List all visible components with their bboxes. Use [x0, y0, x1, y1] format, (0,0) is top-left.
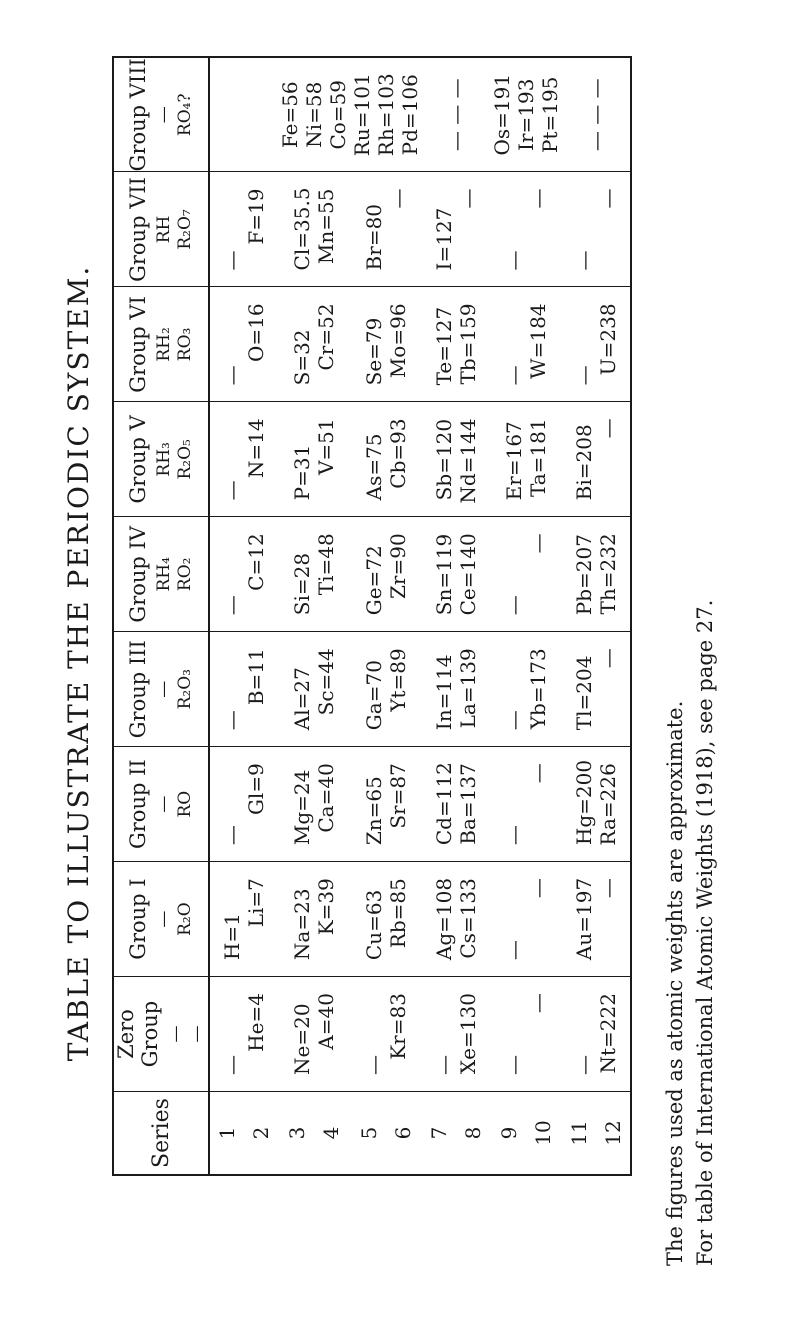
element-cell	[209, 402, 278, 517]
element-cell	[209, 172, 278, 287]
group-viii-cell	[422, 57, 490, 172]
element-cell	[209, 747, 278, 862]
element-odd-series: Kr=83	[386, 993, 410, 1060]
element-odd-series: Gl=9	[244, 763, 268, 816]
series-index: 8	[461, 1126, 485, 1140]
group-formula-hydride: RH₃	[154, 442, 174, 477]
group-name: Group IV	[126, 526, 150, 623]
element-cell	[209, 517, 278, 632]
element-odd-series: Fe=56 Ni=58 Co=59	[278, 79, 350, 150]
group-name: Zero Group	[114, 1000, 162, 1068]
element-cell	[278, 862, 350, 977]
element-even-series: As=75	[362, 433, 386, 501]
element-even-series: Ga=70	[362, 660, 386, 731]
group-formula-hydride: —	[154, 680, 174, 698]
element-even-series: Al=27	[290, 667, 314, 731]
element-odd-series: Nd=144	[456, 418, 480, 504]
series-number	[422, 1092, 490, 1176]
element-cell	[350, 402, 422, 517]
element-odd-series: He=4	[244, 993, 268, 1052]
element-cell	[562, 402, 631, 517]
series-index: 11	[567, 1120, 591, 1146]
element-even-series: —	[572, 1055, 596, 1075]
element-even-series: —	[220, 250, 244, 271]
footnote-approximate: The figures used as atomic weights are approximate.	[663, 700, 687, 1266]
element-even-series: Tl=204	[572, 655, 596, 731]
periodic-table	[112, 56, 632, 1176]
element-even-series: —	[432, 1055, 456, 1075]
series-index: 2	[249, 1126, 273, 1140]
element-cell	[350, 517, 422, 632]
element-odd-series: Cr=52	[314, 303, 338, 371]
element-cell	[562, 172, 631, 287]
header-row	[113, 57, 209, 1175]
group-viii-cell	[562, 57, 631, 172]
element-cell	[422, 747, 490, 862]
element-even-series: Sb=120	[432, 418, 456, 501]
element-even-series: Br=80	[362, 203, 386, 271]
group-header	[113, 402, 209, 517]
series-row	[490, 57, 562, 1175]
element-cell	[490, 862, 562, 977]
group-formula-hydride: RH₄	[154, 557, 174, 592]
element-even-series: —	[572, 365, 596, 386]
element-even-series: Mg=24	[290, 769, 314, 846]
element-cell	[490, 977, 562, 1092]
element-odd-series: —	[456, 188, 480, 209]
element-odd-series: Ta=181	[526, 418, 550, 498]
group-name: Group VI	[126, 296, 150, 393]
element-even-series: Si=28	[290, 552, 314, 616]
element-cell	[278, 747, 350, 862]
group-viii-cell	[278, 57, 350, 172]
group-formula-oxide: —	[187, 1025, 207, 1043]
element-cell	[278, 287, 350, 402]
series-row	[422, 57, 490, 1175]
element-even-series: —	[220, 480, 244, 501]
element-odd-series: Yb=173	[526, 648, 550, 730]
element-even-series: Ge=72	[362, 545, 386, 616]
series-row	[350, 57, 422, 1175]
series-row	[562, 57, 631, 1175]
element-cell	[350, 632, 422, 747]
element-even-series: —	[362, 1055, 386, 1075]
element-cell	[278, 632, 350, 747]
element-even-series: Au=197	[572, 877, 596, 961]
group-header	[113, 862, 209, 977]
element-odd-series: —	[526, 993, 550, 1014]
series-index: 10	[531, 1120, 555, 1146]
group-formula-hydride: RH₂	[154, 327, 174, 362]
element-odd-series: V=51	[314, 418, 338, 476]
element-odd-series: Ce=140	[456, 533, 480, 616]
element-cell	[350, 977, 422, 1092]
element-odd-series: Zr=90	[386, 533, 410, 599]
group-formula-oxide: R₂O₇	[175, 209, 195, 250]
element-odd-series: A=40	[314, 993, 338, 1050]
series-index: 7	[427, 1126, 451, 1140]
element-even-series: —	[502, 940, 526, 961]
element-odd-series: —	[596, 648, 620, 669]
element-odd-series: Cb=93	[386, 418, 410, 489]
element-odd-series: — — —	[444, 78, 468, 152]
series-index: 1	[215, 1126, 239, 1140]
element-cell	[490, 402, 562, 517]
element-odd-series: —	[596, 418, 620, 439]
group-viii-cell	[350, 57, 422, 172]
series-header: Series	[113, 1092, 209, 1176]
element-even-series: —	[502, 1055, 526, 1075]
element-even-series: —	[502, 250, 526, 271]
element-cell	[350, 172, 422, 287]
element-odd-series: Ra=226	[596, 763, 620, 846]
element-cell	[490, 632, 562, 747]
element-odd-series: K=39	[314, 878, 338, 936]
element-cell	[490, 287, 562, 402]
element-cell	[422, 862, 490, 977]
element-odd-series: — — —	[584, 78, 608, 152]
series-index: 4	[319, 1126, 343, 1140]
element-cell	[562, 287, 631, 402]
element-even-series: Bi=208	[572, 424, 596, 501]
group-name: Group II	[126, 759, 150, 850]
element-odd-series: —	[526, 763, 550, 784]
series-number	[209, 1092, 278, 1176]
element-cell	[562, 747, 631, 862]
element-odd-series: Ru=101 Rh=103 Pd=106	[350, 73, 422, 157]
group-header	[113, 747, 209, 862]
group-header	[113, 632, 209, 747]
element-even-series: Se=79	[362, 317, 386, 386]
element-even-series: —	[220, 365, 244, 386]
series-number	[278, 1092, 350, 1176]
group-name: Group VII	[126, 177, 150, 282]
element-odd-series: Mn=55	[314, 188, 338, 265]
element-cell	[278, 517, 350, 632]
element-even-series: Te=127	[432, 306, 456, 386]
element-cell	[422, 172, 490, 287]
group-name: Group VIII	[126, 58, 150, 172]
group-formula-oxide: RO	[175, 790, 195, 818]
element-even-series: Cl=35.5	[290, 187, 314, 271]
group-formula-hydride: —	[166, 1025, 186, 1043]
group-name: Group V	[126, 415, 150, 504]
element-cell	[490, 517, 562, 632]
element-odd-series: Yt=89	[386, 648, 410, 712]
element-even-series: S=32	[290, 329, 314, 386]
element-odd-series: N=14	[244, 418, 268, 479]
element-odd-series: —	[526, 188, 550, 209]
series-number	[562, 1092, 631, 1176]
element-odd-series: Sr=87	[386, 763, 410, 829]
element-odd-series: W=184	[526, 303, 550, 379]
element-even-series: —	[502, 595, 526, 616]
group-formula-oxide: RO₄?	[175, 93, 195, 137]
element-cell	[562, 862, 631, 977]
element-odd-series: —	[526, 878, 550, 899]
element-odd-series: —	[526, 533, 550, 554]
group-header	[113, 977, 209, 1092]
element-odd-series: Li=7	[244, 878, 268, 928]
element-odd-series: Ba=137	[456, 763, 480, 845]
group-name: Group I	[126, 878, 150, 960]
element-even-series: Na=23	[290, 888, 314, 961]
element-even-series: —	[572, 250, 596, 271]
element-odd-series: —	[596, 188, 620, 209]
element-odd-series: F=19	[244, 188, 268, 245]
element-even-series: —	[220, 1055, 244, 1075]
element-cell	[562, 977, 631, 1092]
element-odd-series: Xe=130	[456, 993, 480, 1075]
group-header	[113, 57, 209, 172]
element-cell	[278, 172, 350, 287]
series-row	[209, 57, 278, 1175]
element-cell	[422, 517, 490, 632]
element-cell	[490, 172, 562, 287]
group-header	[113, 172, 209, 287]
series-row	[278, 57, 350, 1175]
element-cell	[350, 287, 422, 402]
element-odd-series: La=139	[456, 648, 480, 729]
element-cell	[490, 747, 562, 862]
element-even-series: Hg=200	[572, 759, 596, 846]
element-cell	[562, 632, 631, 747]
element-odd-series: Os=191 Ir=193 Pt=195	[490, 73, 562, 156]
element-even-series: H=1	[220, 913, 244, 961]
group-viii-cell	[490, 57, 562, 172]
element-even-series: —	[220, 825, 244, 846]
element-odd-series: Ti=48	[314, 533, 338, 596]
element-odd-series: Tb=159	[456, 303, 480, 385]
element-cell	[350, 862, 422, 977]
element-cell	[422, 402, 490, 517]
element-even-series: Pb=207	[572, 534, 596, 616]
element-even-series: Cd=112	[432, 762, 456, 846]
group-formula-oxide: R₂O₃	[175, 669, 195, 710]
element-even-series: Zn=65	[362, 776, 386, 846]
element-even-series: —	[502, 825, 526, 846]
element-cell	[562, 517, 631, 632]
element-odd-series: U=238	[596, 303, 620, 376]
group-formula-oxide: RO₂	[175, 557, 195, 592]
element-cell	[278, 402, 350, 517]
series-index: 12	[601, 1120, 625, 1146]
element-even-series: Cu=63	[362, 889, 386, 961]
element-odd-series: B=11	[244, 648, 268, 706]
element-cell	[422, 632, 490, 747]
group-formula-oxide: RO₃	[175, 327, 195, 362]
group-formula-hydride: RH	[154, 215, 174, 244]
element-even-series: —	[220, 710, 244, 731]
element-odd-series: C=12	[244, 533, 268, 591]
group-formula-oxide: R₂O₅	[175, 439, 195, 480]
group-name: Group III	[126, 640, 150, 739]
element-cell	[422, 977, 490, 1092]
series-index: 3	[285, 1126, 309, 1140]
group-viii-cell	[209, 57, 278, 172]
series-number	[350, 1092, 422, 1176]
series-index: 5	[357, 1126, 381, 1140]
element-odd-series: —	[386, 188, 410, 209]
element-cell	[209, 977, 278, 1092]
element-odd-series: Cs=133	[456, 878, 480, 959]
element-cell	[422, 287, 490, 402]
series-index: 9	[497, 1126, 521, 1140]
element-even-series: —	[502, 710, 526, 731]
element-even-series: —	[502, 365, 526, 386]
element-cell	[278, 977, 350, 1092]
element-even-series: In=114	[432, 654, 456, 731]
element-odd-series: Mo=96	[386, 303, 410, 379]
element-cell	[209, 862, 278, 977]
element-odd-series: Nt=222	[596, 993, 620, 1074]
element-even-series: Er=167	[502, 421, 526, 501]
element-odd-series: O=16	[244, 303, 268, 363]
group-header	[113, 517, 209, 632]
element-cell	[350, 747, 422, 862]
page-title: TABLE TO ILLUSTRATE THE PERIODIC SYSTEM.	[62, 264, 95, 1062]
series-number	[490, 1092, 562, 1176]
group-formula-hydride: —	[154, 106, 174, 124]
element-even-series: Ne=20	[290, 1003, 314, 1075]
element-odd-series: —	[596, 878, 620, 899]
element-odd-series: Sc=44	[314, 648, 338, 716]
element-even-series: Sn=119	[432, 533, 456, 616]
element-even-series: P=31	[290, 444, 314, 501]
element-even-series: Ag=108	[432, 877, 456, 961]
group-header	[113, 287, 209, 402]
series-index: 6	[391, 1126, 415, 1140]
element-odd-series: Rb=85	[386, 878, 410, 949]
footnote-reference: For table of International Atomic Weights (1918), see page 27.	[693, 599, 717, 1266]
element-odd-series: Th=232	[596, 533, 620, 615]
element-odd-series: Ca=40	[314, 763, 338, 833]
group-formula-hydride: —	[154, 910, 174, 928]
group-formula-oxide: R₂O	[175, 902, 195, 936]
element-even-series: I=127	[432, 207, 456, 271]
group-formula-hydride: —	[154, 795, 174, 813]
element-cell	[209, 287, 278, 402]
element-cell	[209, 632, 278, 747]
element-even-series: —	[220, 595, 244, 616]
